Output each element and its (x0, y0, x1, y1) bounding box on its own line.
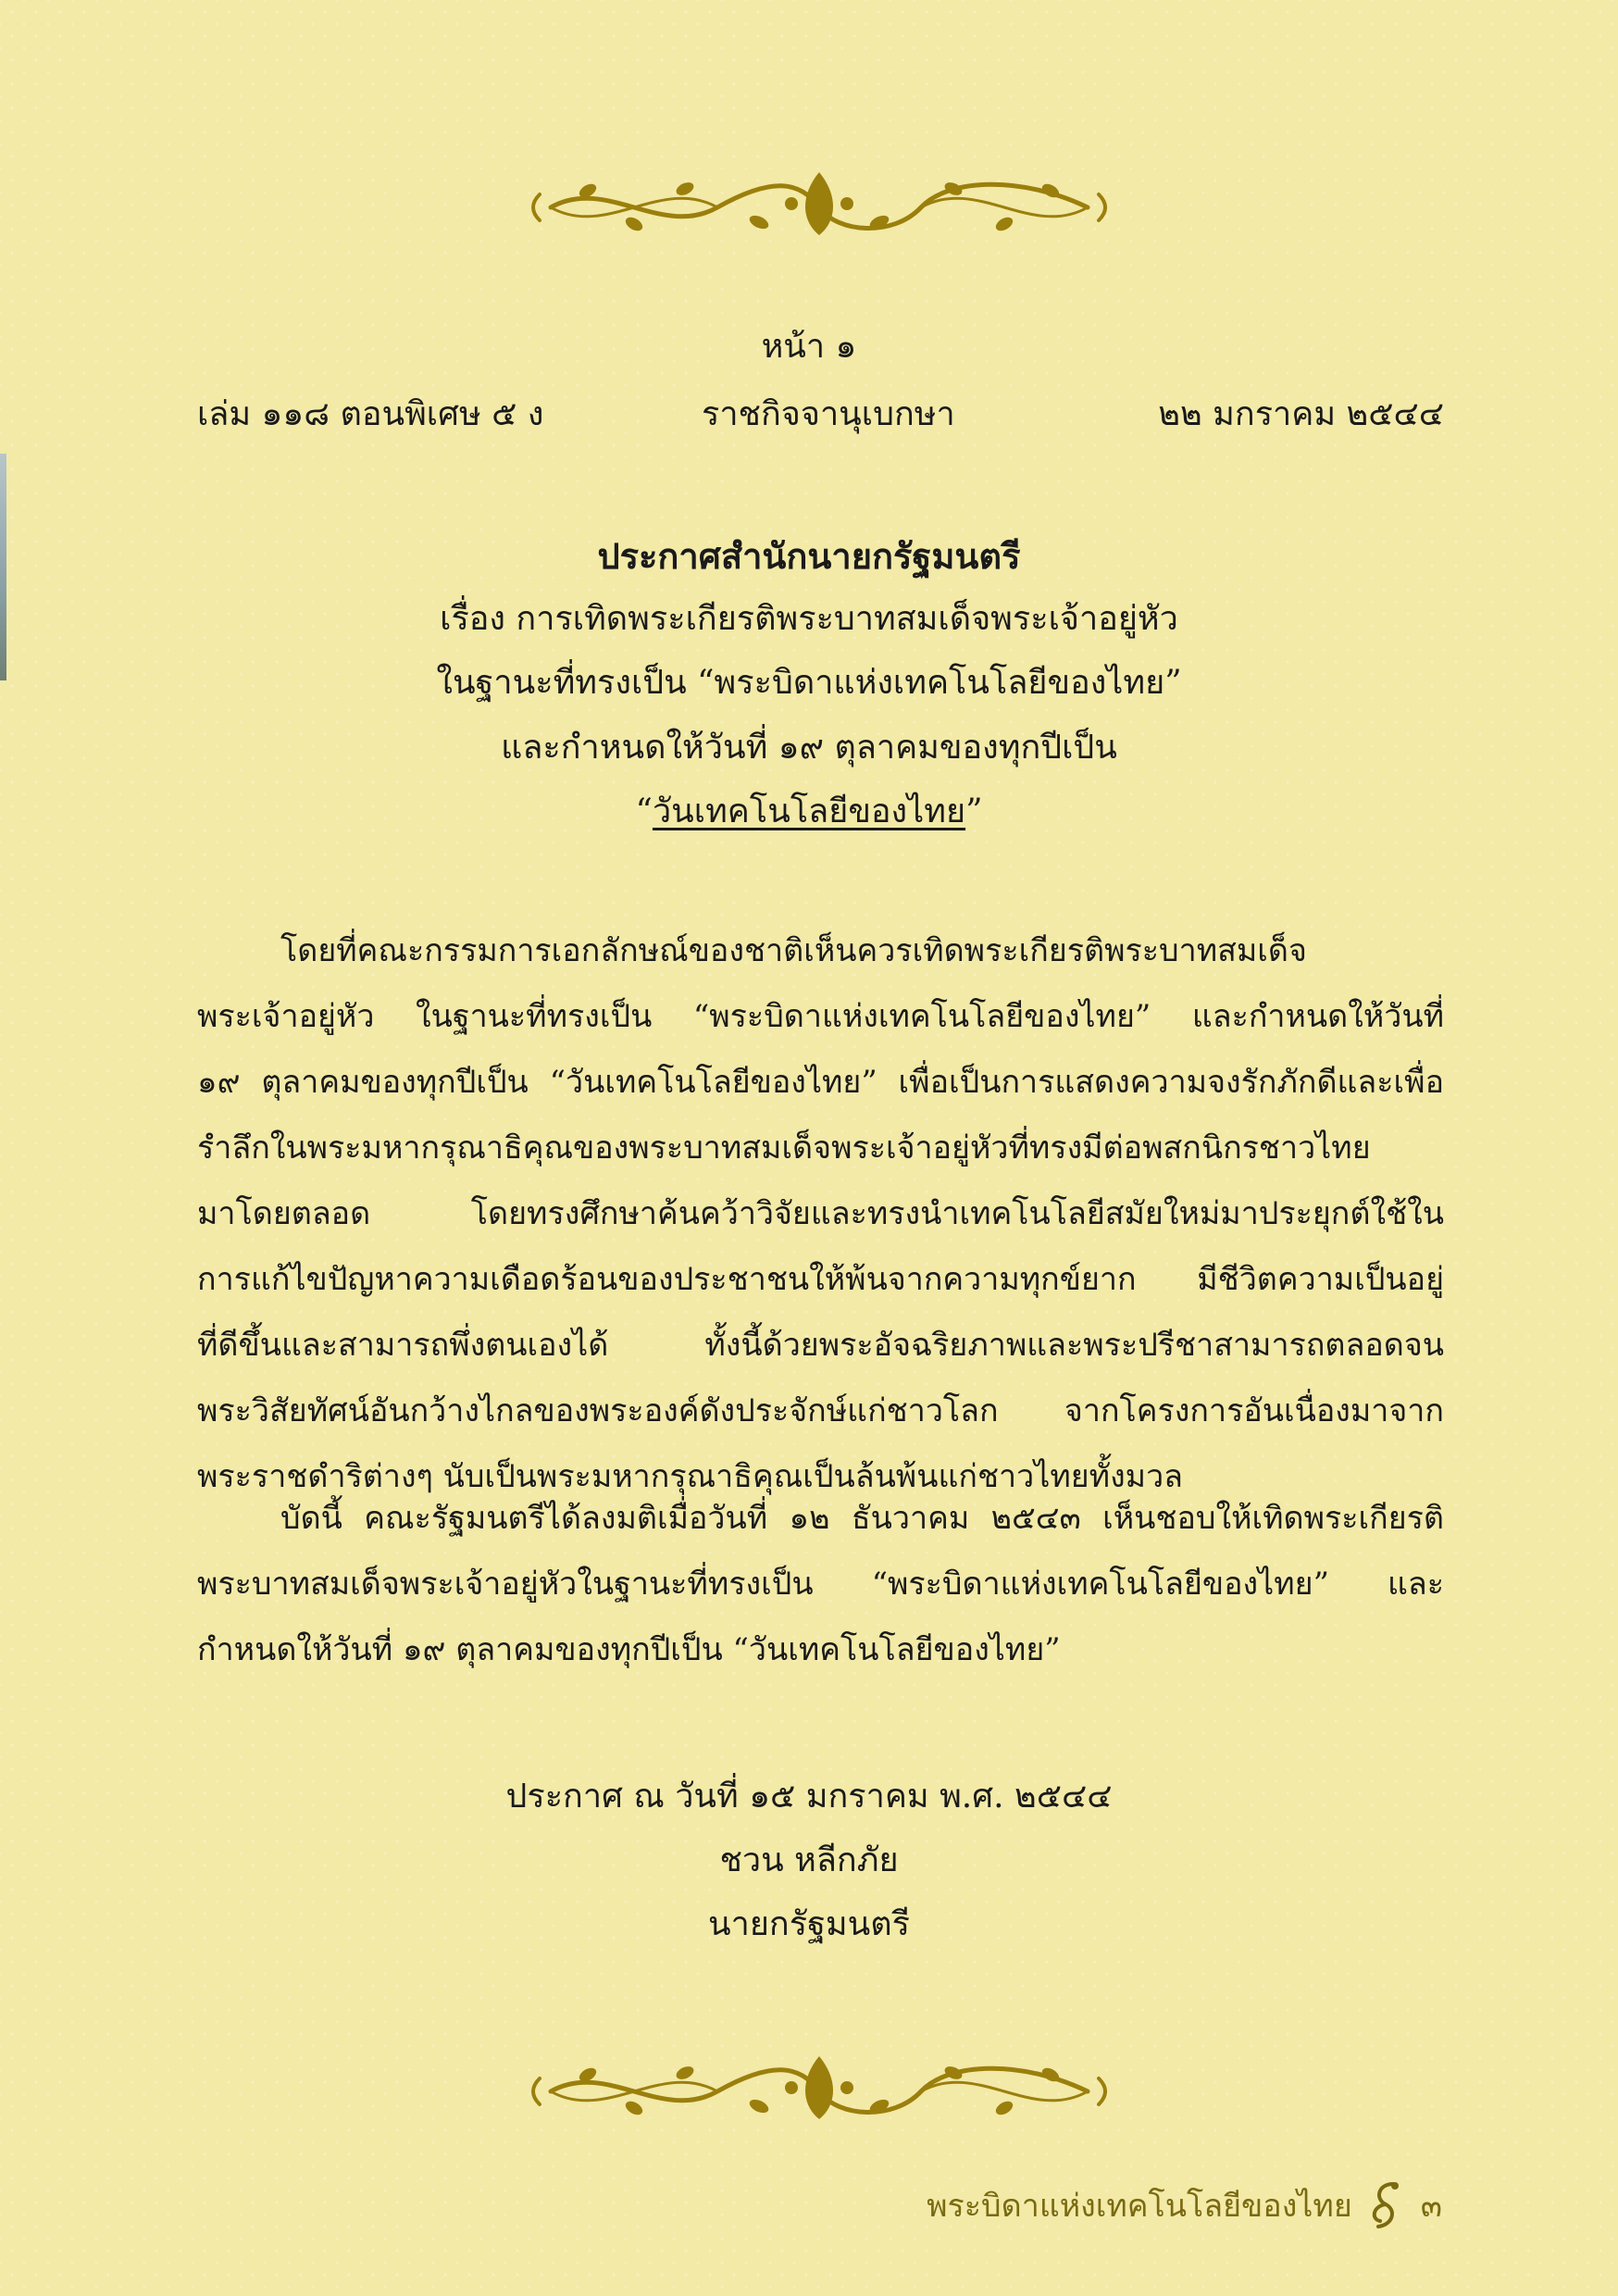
gazette-header (197, 387, 1444, 439)
body-paragraph-2 (197, 1486, 1444, 1683)
quote-close: ” (965, 792, 983, 830)
announcement-date: ประกาศ ณ วันที่ ๑๕ มกราคม พ.ศ. ๒๕๔๔ (505, 1778, 1113, 1816)
paragraph-line: การแก้ไขปัญหาความเดือดร้อนของประชาชนให้พ้นจากความทุกข์ยาก มีชีวิตความเป็นอยู่ (197, 1261, 1444, 1298)
page-label: หน้า ๑ (761, 328, 857, 366)
paragraph-line: บัดนี้ คณะรัฐมนตรีได้ลงมติเมื่อวันที่ ๑๒ ธันวาคม ๒๕๔๓ เห็นชอบให้เทิดพระเกียรติ (280, 1500, 1444, 1537)
tech-day-underlined: วันเทคโนโลยีของไทย (652, 792, 966, 830)
floral-vine-ornament-icon (523, 2051, 1115, 2125)
body-paragraph-1 (197, 918, 1444, 1510)
announcement-title: ประกาศสำนักนายกรัฐมนตรี (597, 535, 1021, 577)
floral-vine-ornament-icon (523, 167, 1115, 241)
paragraph-line: รำลึกในพระมหากรุณาธิคุณของพระบาทสมเด็จพระเจ้าอยู่หัวที่ทรงมีต่อพสกนิกรชาวไทย (197, 1129, 1371, 1167)
paragraph-line: พระบาทสมเด็จพระเจ้าอยู่หัวในฐานะที่ทรงเป็น “พระบิดาแห่งเทคโนโลยีของไทย” และ (197, 1566, 1444, 1603)
gazette-date: ๒๒ มกราคม ๒๕๔๔ (1158, 395, 1444, 433)
quote-open: “ (635, 792, 653, 830)
footer-book-title: พระบิดาแห่งเทคโนโลยีของไทย (927, 2188, 1352, 2225)
signatory-position: นายกรัฐมนตรี (708, 1905, 910, 1943)
publication-name: ราชกิจจานุเบกษา (702, 395, 955, 433)
paragraph-line: กำหนดให้วันที่ ๑๙ ตุลาคมของทุกปีเป็น “วันเทคโนโลยีของไทย” (197, 1631, 1061, 1668)
footer-page-number: ๓ (1420, 2188, 1442, 2225)
paragraph-line: ๑๙ ตุลาคมของทุกปีเป็น “วันเทคโนโลยีของไทย” เพื่อเป็นการแสดงความจงรักภักดีและเพื่อ (197, 1064, 1444, 1101)
paragraph-line: มาโดยตลอด โดยทรงศึกษาค้นคว้าวิจัยและทรงนำเทคโนโลยีสมัยใหม่มาประยุกต์ใช้ใน (197, 1195, 1444, 1232)
signatory-name: ชวน หลีกภัย (719, 1841, 899, 1879)
paragraph-line: พระวิสัยทัศน์อันกว้างไกลของพระองค์ดังประจักษ์แก่ชาวโลก จากโครงการอันเนื่องมาจาก (197, 1392, 1444, 1429)
paragraph-line: พระราชดำริต่างๆ นับเป็นพระมหากรุณาธิคุณเป็นล้นพ้นแก่ชาวไทยทั้งมวล (197, 1458, 1184, 1495)
paragraph-line: ที่ดีขึ้นและสามารถพึ่งตนเองได้ ทั้งนี้ด้วยพระอัจฉริยภาพและพระปรีชาสามารถตลอดจน (197, 1327, 1444, 1364)
page-footer (927, 2177, 1442, 2233)
paragraph-line: โดยที่คณะกรรมการเอกลักษณ์ของชาติเห็นควรเทิดพระเกียรติพระบาทสมเด็จ (280, 932, 1307, 969)
subject-line-2: ในฐานะที่ทรงเป็น “พระบิดาแห่งเทคโนโลยีของไทย” (436, 664, 1182, 702)
subject-line-3: และกำหนดให้วันที่ ๑๙ ตุลาคมของทุกปีเป็น (501, 729, 1117, 767)
paragraph-line: พระเจ้าอยู่หัว ในฐานะที่ทรงเป็น “พระบิดาแห่งเทคโนโลยีของไทย” และกำหนดให้วันที่ (197, 998, 1444, 1035)
thai-flourish-icon (1365, 2178, 1408, 2232)
subject-line-1: เรื่อง การเทิดพระเกียรติพระบาทสมเด็จพระเจ้าอยู่หัว (440, 600, 1178, 638)
volume-info: เล่ม ๑๑๘ ตอนพิเศษ ๕ ง (197, 395, 544, 433)
subject-line-4 (0, 791, 1618, 834)
